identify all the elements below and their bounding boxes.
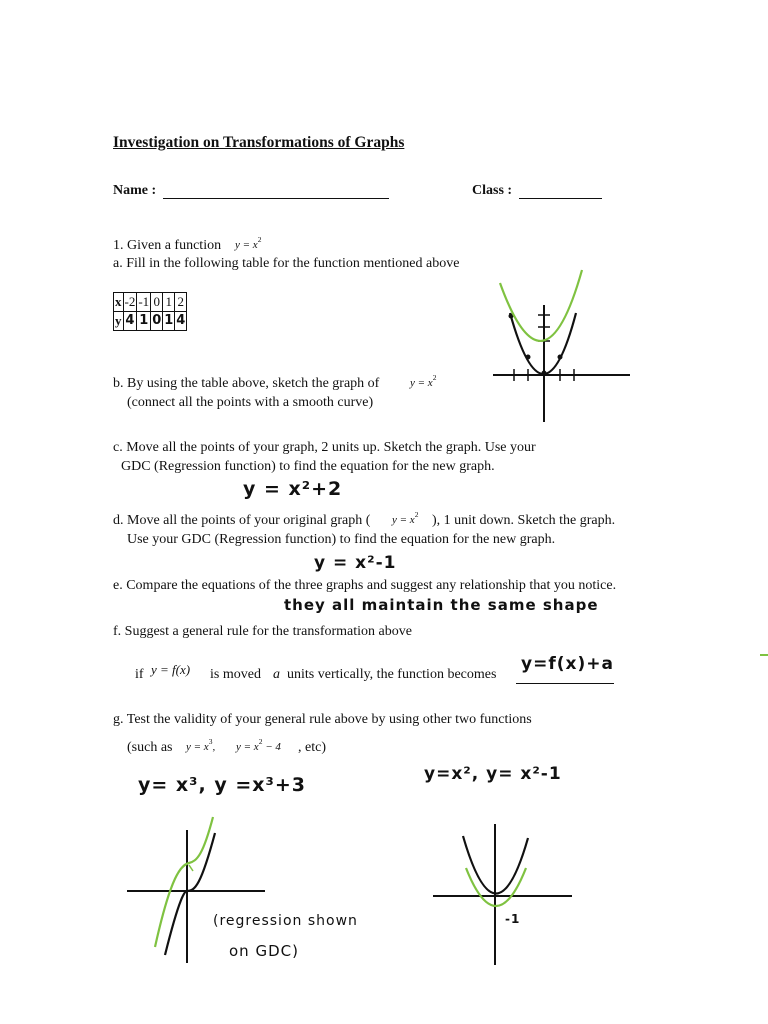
answer-c-handwritten: y = x²+2 [243, 478, 343, 500]
name-label: Name : [113, 183, 157, 198]
note-line2: on GDC) [229, 942, 299, 960]
table-header-x: x [114, 293, 124, 312]
q1-part-f: f. Suggest a general rule for the transformation above [113, 624, 412, 639]
q1-part-b-line2: (connect all the points with a smooth curve) [127, 395, 374, 410]
q1-part-d-function: $y = x^2$ [392, 510, 419, 526]
table-cell-handwritten: 4 [123, 312, 137, 331]
q1-part-c-line1: c. Move all the points of your graph, 2 units up. Sketch the graph. Use your [113, 440, 536, 455]
q1-part-d-line2: Use your GDC (Regression function) to find the equation for the new graph. [127, 532, 556, 547]
table-cell-handwritten: 1 [137, 312, 151, 331]
table-cell-handwritten: 4 [175, 312, 187, 331]
table-row-y [114, 312, 187, 331]
class-blank [519, 185, 602, 199]
table-row-x [114, 293, 187, 312]
sketch-parabolas-2 [430, 820, 575, 970]
class-label: Class : [472, 183, 513, 198]
etc: , etc) [298, 740, 326, 755]
q1-part-b-line1: b. By using the table above, sketch the graph of [113, 376, 380, 391]
q1-intro: 1. Given a function [113, 238, 222, 253]
q1-part-g: g. Test the validity of your general rule above by using other two functions [113, 712, 532, 727]
table-header-y: y [114, 312, 124, 331]
answer-g-right-handwritten: y=x², y= x²-1 [424, 764, 562, 784]
table-cell-handwritten: 1 [163, 312, 175, 331]
table-cell: 2 [175, 293, 187, 312]
q1-function: $y = x^2$ [235, 235, 262, 251]
table-cell: 0 [151, 293, 163, 312]
stray-mark [760, 654, 768, 656]
table-cell: -1 [137, 293, 151, 312]
label-minus-one: -1 [505, 912, 521, 926]
table-cell: 1 [163, 293, 175, 312]
q1-part-a: a. Fill in the following table for the function mentioned above [113, 256, 460, 271]
note-line1: (regression shown [213, 913, 358, 929]
answer-f-handwritten: y=f(x)+a [521, 654, 614, 674]
rule-fx: y = f(x) [151, 662, 191, 677]
table-cell: -2 [123, 293, 137, 312]
answer-e-handwritten: they all maintain the same shape [284, 596, 599, 614]
rule-if: if [135, 667, 144, 682]
q1-part-d-line1b: ), 1 unit down. Sketch the graph. [432, 513, 616, 528]
q1-part-e: e. Compare the equations of the three graphs and suggest any relationship that you notice. [113, 578, 617, 593]
page-title: Investigation on Transformations of Graphs [113, 134, 405, 151]
such-as: (such as [127, 740, 173, 755]
example-1: $y = x^3$, [186, 737, 216, 753]
value-table [113, 292, 187, 331]
answer-d-handwritten: y = x²-1 [314, 553, 397, 573]
example-2: $y = x^2 - 4$ [236, 737, 281, 753]
rule-a: a [273, 667, 280, 682]
rule-moved: is moved [210, 667, 261, 682]
q1-part-b-function: $y = x^2$ [410, 373, 437, 389]
name-blank [163, 185, 389, 199]
table-cell-handwritten: 0 [151, 312, 163, 331]
rule-rest: units vertically, the function becomes [287, 667, 497, 682]
q1-part-c-line2: GDC (Regression function) to find the equation for the new graph. [121, 459, 495, 474]
sketch-parabolas [490, 265, 630, 425]
q1-part-d-line1a: d. Move all the points of your original graph ( [113, 513, 371, 528]
answer-g-left-handwritten: y= x³, y =x³+3 [138, 774, 306, 796]
